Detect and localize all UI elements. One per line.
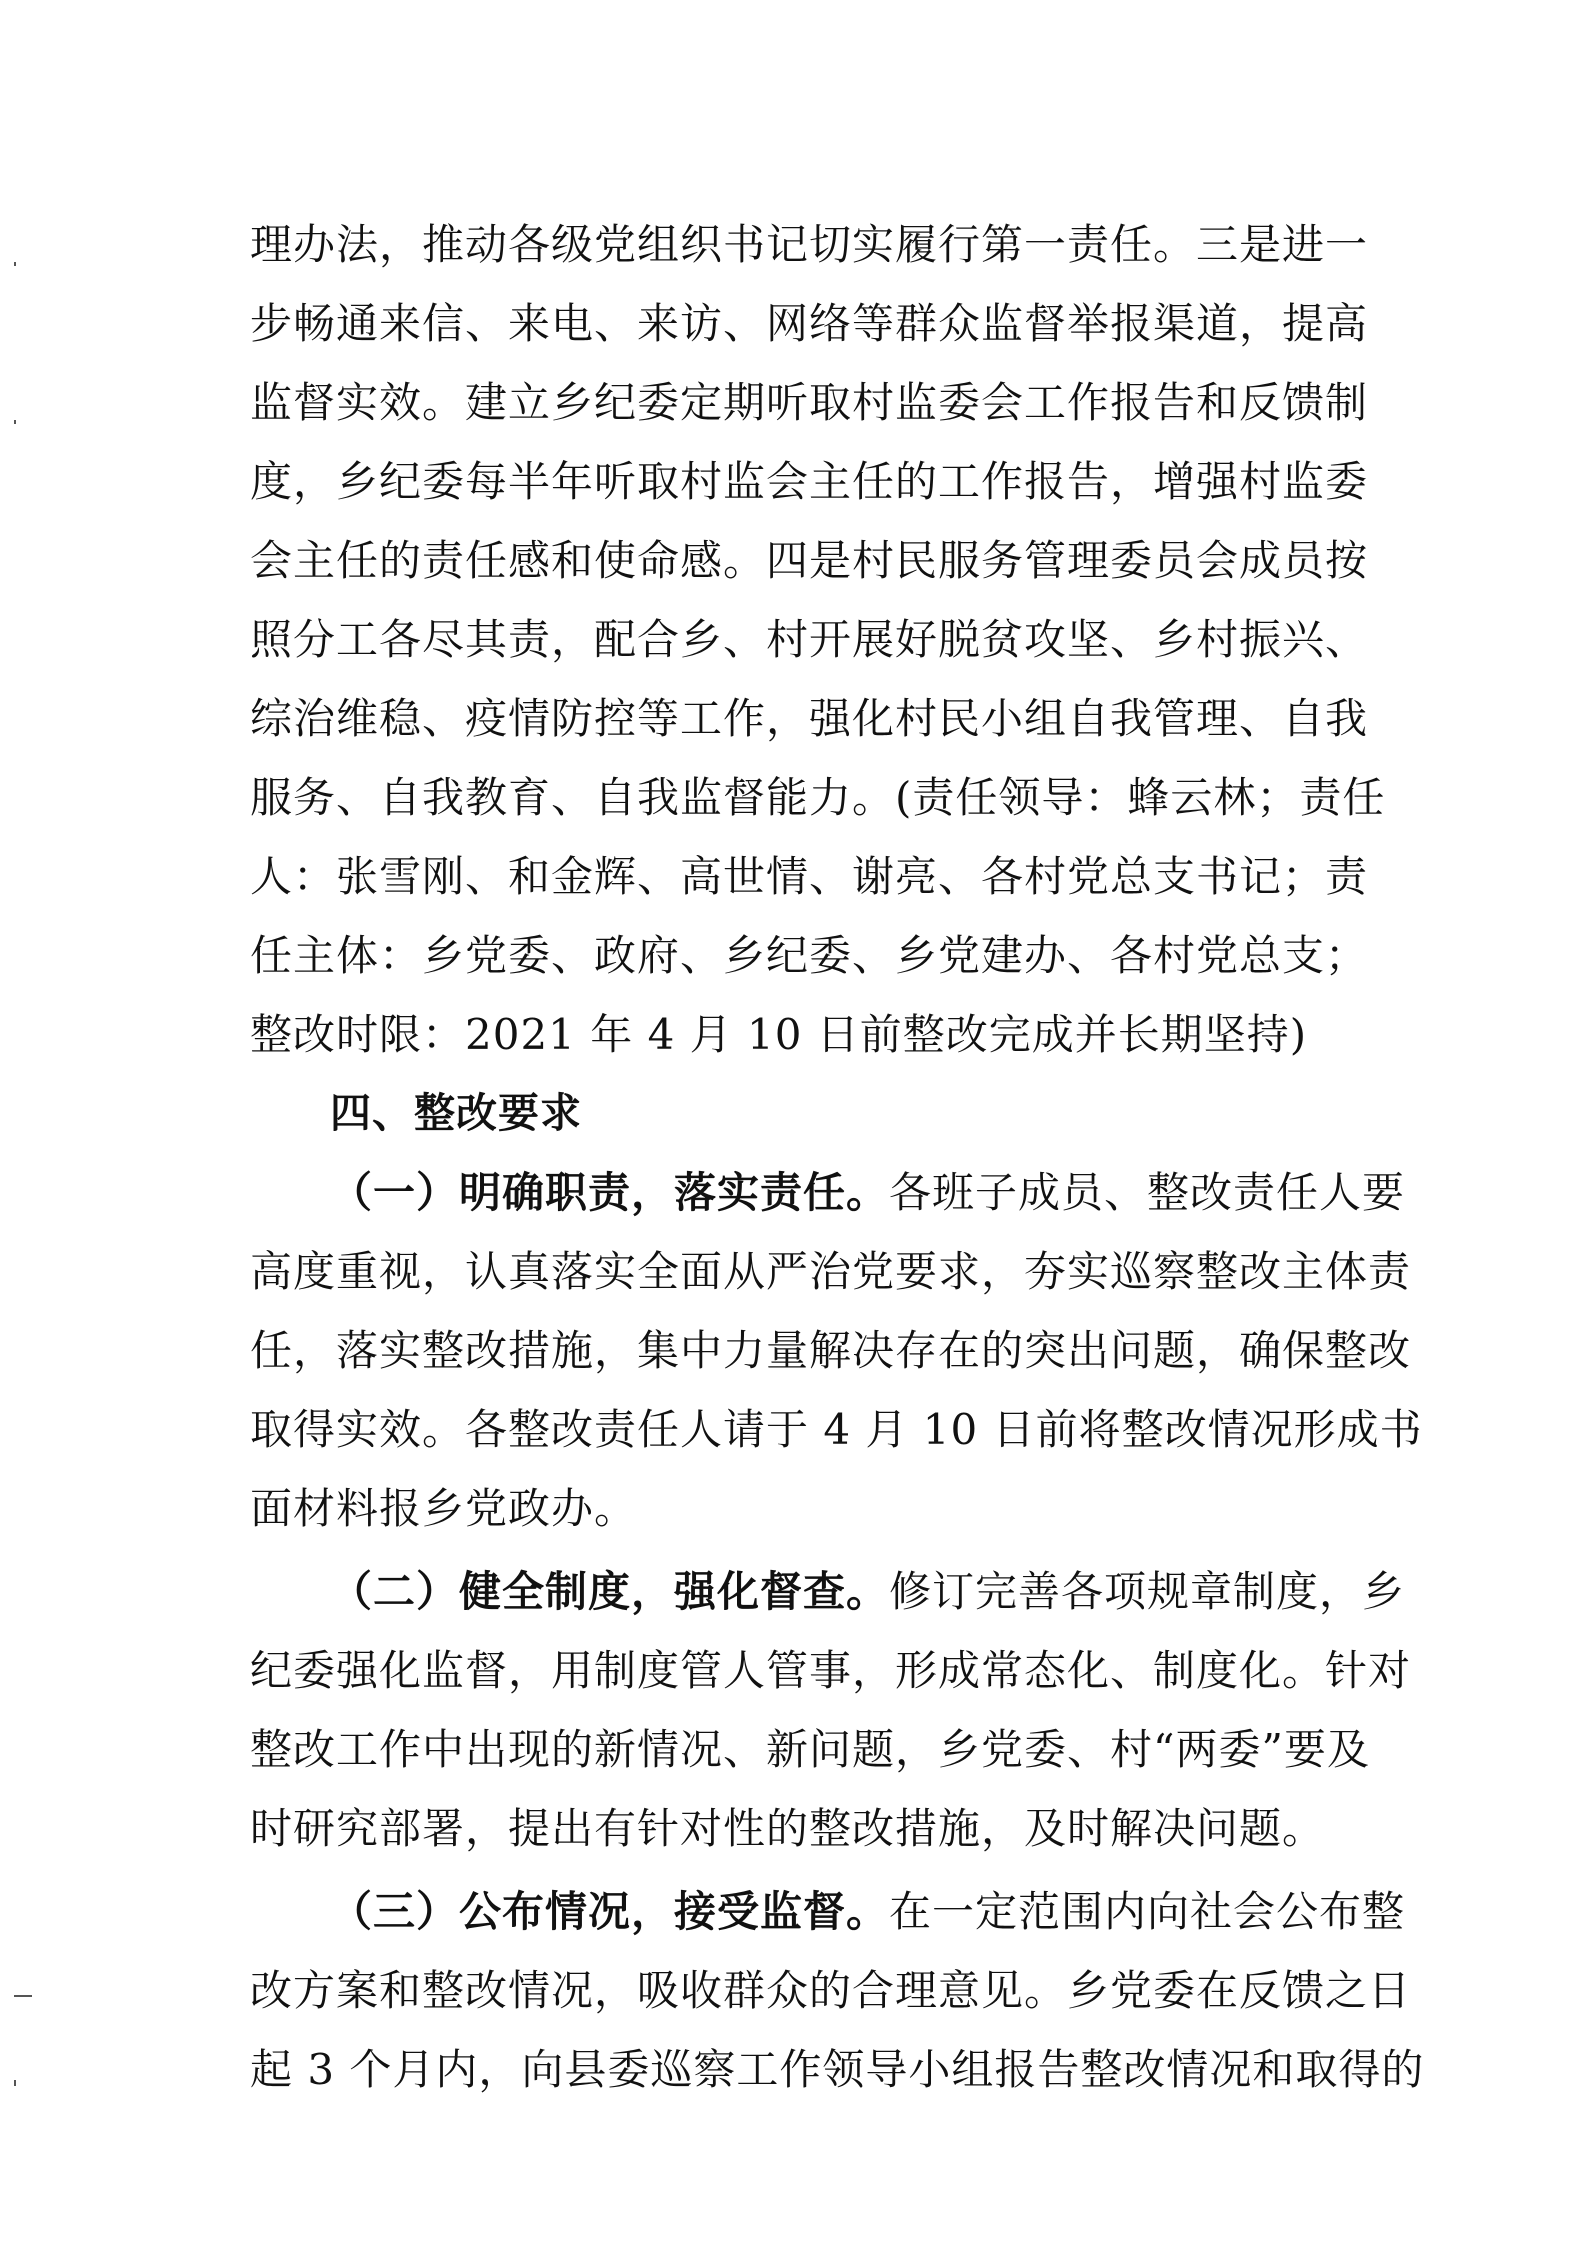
text-line: 任主体：乡党委、政府、乡纪委、乡党建办、各村党总支； <box>250 931 1369 980</box>
item-title: （一）明确职责，落实责任。 <box>330 1168 890 1217</box>
text-line: 改方案和整改情况，吸收群众的合理意见。乡党委在反馈之日 <box>250 1966 1412 2015</box>
text-line: 高度重视，认真落实全面从严治党要求，夯实巡察整改主体责 <box>250 1247 1412 1296</box>
scan-mark <box>14 420 16 424</box>
text-line: 取得实效。各整改责任人请于 4 月 10 日前将整改情况形成书 <box>250 1405 1423 1454</box>
document-body <box>250 205 1425 2109</box>
text-line: 整改时限：2021 年 4 月 10 日前整改完成并长期坚持) <box>250 1010 1308 1059</box>
text-line <box>250 1552 1406 1631</box>
text-line: 监督实效。建立乡纪委定期听取村监委会工作报告和反馈制 <box>250 378 1369 427</box>
text-line <box>250 1872 1406 1951</box>
paragraph-item-3 <box>250 1872 1425 2109</box>
paragraph-item-2 <box>250 1552 1412 1868</box>
text-line: 步畅通来信、来电、来访、网络等群众监督举报渠道，提高 <box>250 299 1369 348</box>
text-line <box>250 1153 1406 1232</box>
text-line: 照分工各尽其责，配合乡、村开展好脱贫攻坚、乡村振兴、 <box>250 615 1369 664</box>
text-line: 时研究部署，提出有针对性的整改措施，及时解决问题。 <box>250 1804 1326 1853</box>
text-line: 任，落实整改措施，集中力量解决存在的突出问题，确保整改 <box>250 1326 1412 1375</box>
item-title: （三）公布情况，接受监督。 <box>330 1887 890 1936</box>
paragraph-item-1 <box>250 1153 1423 1548</box>
text-line: 度，乡纪委每半年听取村监会主任的工作报告，增强村监委 <box>250 457 1369 506</box>
text-line: 人：张雪刚、和金辉、高世情、谢亮、各村党总支书记；责 <box>250 852 1369 901</box>
item-text: 修订完善各项规章制度，乡 <box>889 1567 1406 1616</box>
text-line: 面材料报乡党政办。 <box>250 1484 638 1533</box>
scan-mark <box>14 2080 16 2086</box>
text-line: 服务、自我教育、自我监督能力。(责任领导：蜂云林；责任 <box>250 773 1386 822</box>
item-text: 在一定范围内向社会公布整 <box>889 1887 1406 1936</box>
text-line: 理办法，推动各级党组织书记切实履行第一责任。三是进一 <box>250 220 1369 269</box>
item-text: 各班子成员、整改责任人要 <box>889 1168 1406 1217</box>
text-line: 综治维稳、疫情防控等工作，强化村民小组自我管理、自我 <box>250 694 1369 743</box>
scan-mark <box>14 262 16 266</box>
text-line: 整改工作中出现的新情况、新问题，乡党委、村“两委”要及 <box>250 1725 1370 1774</box>
text-line: 起 3 个月内，向县委巡察工作领导小组报告整改情况和取得的 <box>250 2045 1425 2094</box>
scan-mark <box>14 1995 32 1997</box>
text-line: 纪委强化监督，用制度管人管事，形成常态化、制度化。针对 <box>250 1646 1412 1695</box>
section-heading: 四、整改要求 <box>330 1089 582 1137</box>
item-title: （二）健全制度，强化督查。 <box>330 1567 890 1616</box>
paragraph-measures <box>250 205 1386 1074</box>
text-line: 会主任的责任感和使命感。四是村民服务管理委员会成员按 <box>250 536 1369 585</box>
